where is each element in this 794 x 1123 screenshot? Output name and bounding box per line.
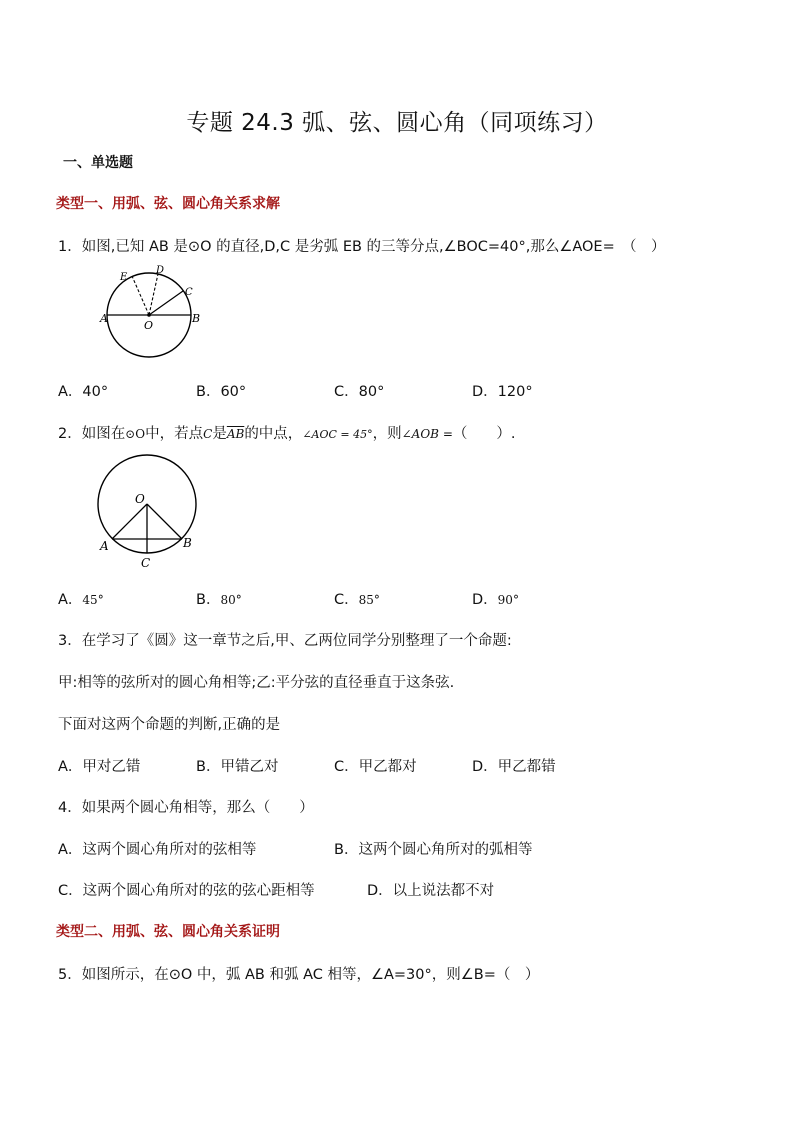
question-1-figure xyxy=(94,264,214,364)
q4-option-a: A．这两个圆心角所对的弦相等 xyxy=(58,842,257,858)
q2-angle-aob: ∠AOB = xyxy=(401,427,453,441)
question-2-text xyxy=(58,422,515,443)
label-c: C xyxy=(185,287,193,298)
q2-mid1: 中，若点 xyxy=(145,426,204,442)
q2-arc-ab: $\overline{AB}$ xyxy=(226,427,245,441)
q2-prefix: 2．如图在 xyxy=(58,426,126,442)
q4-option-b: B．这两个圆心角所对的弧相等 xyxy=(334,842,533,858)
label-a: A xyxy=(100,312,108,325)
q1-option-c: C．80° xyxy=(334,384,385,400)
label-d: D xyxy=(156,265,165,276)
q2-circle: ⊙O xyxy=(125,427,146,441)
q2-suffix: （ ）. xyxy=(452,426,516,442)
q1-option-d: D．120° xyxy=(472,384,533,400)
radius-oe xyxy=(132,276,149,315)
label-e: E xyxy=(120,272,128,283)
center-point xyxy=(147,313,151,317)
question-3-line-3: 下面对这两个命题的判断,正确的是 xyxy=(58,717,281,733)
q1-option-b: B．60° xyxy=(196,384,247,400)
segment-ob xyxy=(147,504,182,539)
page-title: 专题 24.3 弧、弦、圆心角（同项练习） xyxy=(186,110,608,136)
q2-mid2: 是 xyxy=(212,426,227,442)
q4-option-c: C．这两个圆心角所对的弦的弦心距相等 xyxy=(58,883,315,899)
radius-od xyxy=(149,274,158,315)
q3-option-b: B．甲错乙对 xyxy=(196,759,279,775)
q4-option-d: D．以上说法都不对 xyxy=(367,883,495,899)
section-heading: 一、单选题 xyxy=(63,155,133,171)
q2-option-c: C．85° xyxy=(334,592,380,608)
segment-oa xyxy=(112,504,147,539)
q2-point-c: C xyxy=(203,427,213,441)
radius-oc xyxy=(149,291,183,315)
label-o: O xyxy=(144,319,154,332)
label-c: C xyxy=(141,556,151,570)
q2-option-b: B．80° xyxy=(196,592,242,608)
q2-mid3: 的中点， xyxy=(244,426,303,442)
q3-option-c: C．甲乙都对 xyxy=(334,759,417,775)
label-o: O xyxy=(135,492,145,506)
q3-option-d: D．甲乙都错 xyxy=(472,759,556,775)
q3-option-a: A．甲对乙错 xyxy=(58,759,141,775)
label-b: B xyxy=(183,536,192,550)
question-1-text: 1．如图,已知 AB 是⊙O 的直径,D,C 是劣弧 EB 的三等分点,∠BOC=40°,那么∠AOE= （ ） xyxy=(58,239,666,255)
question-4-text: 4．如果两个圆心角相等，那么（ ） xyxy=(58,800,314,816)
question-3-line-2: 甲:相等的弦所对的圆心角相等;乙:平分弦的直径垂直于这条弦. xyxy=(58,675,455,691)
q2-mid4: ，则 xyxy=(372,426,402,442)
type-heading-2: 类型二、用弧、弦、圆心角关系证明 xyxy=(56,924,280,940)
q2-option-d: D．90° xyxy=(472,592,519,608)
q1-option-a: A．40° xyxy=(58,384,109,400)
question-5-text: 5．如图所示，在⊙O 中，弧 AB 和弧 AC 相等，∠A=30°，则∠B=（ ） xyxy=(58,967,540,983)
question-2-figure xyxy=(92,452,210,572)
label-a: A xyxy=(100,539,109,553)
q2-angle-aoc: ∠AOC = 45° xyxy=(302,428,373,441)
type-heading-1: 类型一、用弧、弦、圆心角关系求解 xyxy=(56,196,280,212)
q2-option-a: A．45° xyxy=(58,592,104,608)
label-b: B xyxy=(192,312,201,325)
question-3-text: 3．在学习了《圆》这一章节之后,甲、乙两位同学分别整理了一个命题: xyxy=(58,633,512,649)
